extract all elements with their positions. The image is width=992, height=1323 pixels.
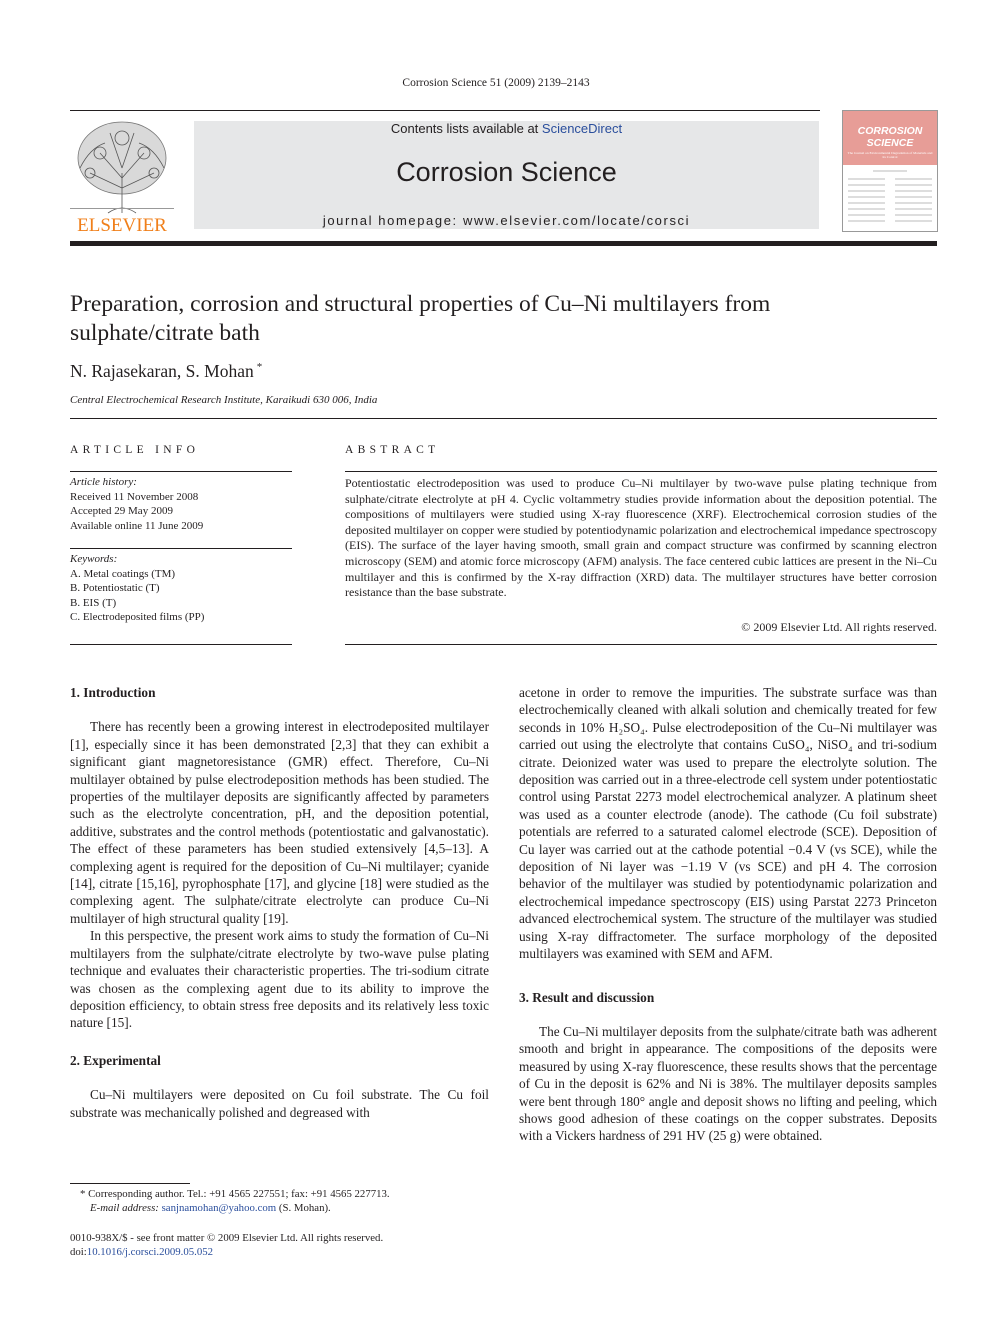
header-rule (70, 110, 820, 111)
section-heading-results: 3. Result and discussion (519, 989, 655, 1005)
elsevier-tree-icon (70, 118, 174, 234)
body-paragraph: In this perspective, the present work aims to study the formation of Cu–Ni multilayers from the sulphate/citrate electrolyte by two-wave pulse plating technique and evaluates their characteristic properties. The tri-sodium citrate was chosen as the complexing agent due to its ability to improve the deposition efficiency, to obtain stress free deposits and its relatively less toxic nature [15]. (70, 928, 489, 1031)
doi-label: doi: (70, 1246, 87, 1258)
issn-doi-block (70, 1231, 489, 1259)
body-paragraph: acetone in order to remove the impurities. The substrate surface was than electrochemically cleaned with alkali solution and chemically treated for few seconds in 10% H₂SO₄. Pulse electrodeposition of the Cu–Ni multilayer was carried out using the electrolyte that contains CuSO₄, NiSO₄ and tri-sodium citrate. Deionized water was used to prepare the electrolyte solution. The deposition was carried out in a three-electrode cell system under potentiostatic control using Parstat 2273 model electrochemical analyzer. A platinum sheet was used as a counter electrode (anode). The cathode (Cu foil substrate) potentials are referred to a saturated calomel electrode (SCE). Deposition of Cu layer was carried out at the cathode potential −0.4 V (vs SCE), while the deposition of Ni layer was −1.19 V (vs SCE) and pH 4. The corrosion behavior of the multilayer was studied by potentiodynamic polarization and electrochemical impedance spectroscopy (EIS) using Parstat 2273 Princeton advanced electrochemical system. The structure of the multilayer was studied using X-ray diffractometer. The surface morphology of the deposited multilayers was examined with SEM and AFM. (519, 685, 937, 962)
corresponding-author-mark[interactable]: * (256, 361, 263, 374)
history-label: Article history: (70, 476, 137, 488)
article-info-heading: ARTICLE INFO (70, 444, 200, 456)
article-info-rule (70, 644, 292, 645)
body-paragraph: There has recently been a growing interest in electrodeposited multilayer [1], especially since it has been demonstrated [2,3] that they can exhibit a significant giant magnetoresistance (GMR) effect. Therefore, Cu–Ni multilayer obtained by pulse electrodeposition methods has been studied. The properties of the multilayer deposits are significantly affected by parameters such as the electrolyte concentration, pH, and the deposition potential, additive, substrates and the control methods (potentiostatic and galvanostatic). The effect of these parameters has been studied extensively [4,5–13]. A complexing agent is required for the deposition of Cu–Ni multilayer; cyanide [14], citrate [15,16], pyrophosphate [17], and glycine [18] were studied as the complexing agent. The sulphate/citrate electrolyte can produce Cu–Ni multilayer of high structural quality [19]. (70, 719, 489, 926)
keyword-item: C. Electrodeposited films (PP) (70, 611, 205, 623)
abstract-text: Potentiostatic electrodeposition was used to produce Cu–Ni multilayer by two-wave pulse plating technique from sulphate/citrate electrolyte at pH 4. Cyclic voltammetry studies provide information about the deposition potential. The compositions of multilayers were studied using X-ray fluorescence (XRF). Electrochemical corrosion studies of the deposited multilayer on copper were studied by potentiodynamic polarization and electrochemical impedance spectroscopy (EIS). The surface of the layer having smooth, small grain and compact structure was confirmed by scanning electron microscopy (SEM) and atomic force microscopy (AFM) analysis. The face centered cubic lattices are present in the Ni–Cu multilayer and this is confirmed by the X-ray diffraction (XRD) data. The multilayer structures have better corrosion resistance than the base substrate. (345, 476, 937, 600)
accepted-date: Accepted 29 May 2009 (70, 505, 173, 517)
author-email-link[interactable]: sanjnamohan@yahoo.com (161, 1202, 277, 1214)
abstract-rule (345, 471, 937, 472)
abstract-copyright: © 2009 Elsevier Ltd. All rights reserved. (741, 620, 937, 634)
abstract-rule (345, 644, 937, 645)
cover-subtitle: The Journal on Environmental Degradation of Materials and its Control (847, 151, 933, 159)
journal-citation: Corrosion Science 51 (2009) 2139–2143 (402, 77, 590, 89)
body-paragraph: Cu–Ni multilayers were deposited on Cu foil substrate. The Cu foil substrate was mechanically polished and degreased with (70, 1087, 489, 1120)
contents-line (194, 121, 819, 136)
abstract-heading: ABSTRACT (345, 444, 440, 456)
body-paragraph: The Cu–Ni multilayer deposits from the sulphate/citrate bath was adherent smooth and bright in appearance. The compositions of the deposits were measured by using X-ray fluorescence, these results shows that the percentage of Cu in the deposit is 62% and Ni is 38%. The multilayer deposits samples were bent through 180° angle and deposit shows no lifting and peeling, which shows good adhesion of these coatings on the copper substrates. Deposits with a Vickers hardness of 291 HV (25 g) were obtained. (519, 1023, 937, 1144)
footnote-contact: Corresponding author. Tel.: +91 4565 227551; fax: +91 4565 227713. (88, 1188, 390, 1200)
article-authors (70, 361, 262, 382)
keyword-item: B. Potentiostatic (T) (70, 582, 160, 594)
keywords-label: Keywords: (70, 553, 118, 565)
body-right-column (519, 684, 937, 1145)
issn-line: 0010-938X/$ - see front matter © 2009 Elsevier Ltd. All rights reserved. (70, 1232, 384, 1244)
section-heading-experimental: 2. Experimental (70, 1052, 161, 1068)
footnote-mark: * (80, 1188, 86, 1200)
contents-prefix: Contents lists available at (390, 121, 542, 136)
journal-homepage[interactable]: journal homepage: www.elsevier.com/locate/corsci (322, 213, 691, 228)
journal-masthead (194, 121, 819, 229)
sciencedirect-link[interactable]: ScienceDirect (541, 121, 623, 136)
email-suffix: (S. Mohan). (278, 1202, 331, 1214)
cover-contents-icon (843, 167, 937, 229)
section-heading-introduction: 1. Introduction (70, 685, 156, 700)
author-names: N. Rajasekaran, S. Mohan (70, 361, 254, 381)
journal-name: Corrosion Science (396, 157, 617, 187)
title-rule (70, 418, 937, 419)
body-left-column (70, 684, 489, 1121)
email-label: E-mail address: (90, 1202, 159, 1214)
elsevier-wordmark: ELSEVIER (77, 215, 167, 234)
article-title: Preparation, corrosion and structural properties of Cu–Ni multilayers from sulphate/citrate bath (70, 291, 771, 346)
article-info-rule (70, 471, 292, 472)
header-thick-rule (70, 241, 937, 246)
keyword-item: A. Metal coatings (TM) (70, 567, 176, 580)
keywords (70, 552, 292, 625)
received-date: Received 11 November 2008 (70, 490, 199, 503)
elsevier-logo[interactable] (70, 118, 174, 234)
article-info-rule (70, 548, 292, 549)
corresponding-author-footnote (70, 1187, 489, 1215)
article-history (70, 475, 292, 533)
doi-link[interactable]: 10.1016/j.corsci.2009.05.052 (86, 1246, 214, 1258)
cover-title: CORROSION SCIENCE (857, 125, 923, 149)
footnote-rule (70, 1183, 190, 1184)
doi-line (70, 1245, 489, 1259)
keyword-item: B. EIS (T) (70, 596, 117, 609)
online-date: Available online 11 June 2009 (70, 519, 204, 532)
journal-cover-thumbnail[interactable] (842, 110, 938, 232)
author-affiliation: Central Electrochemical Research Institute, Karaikudi 630 006, India (70, 394, 378, 406)
